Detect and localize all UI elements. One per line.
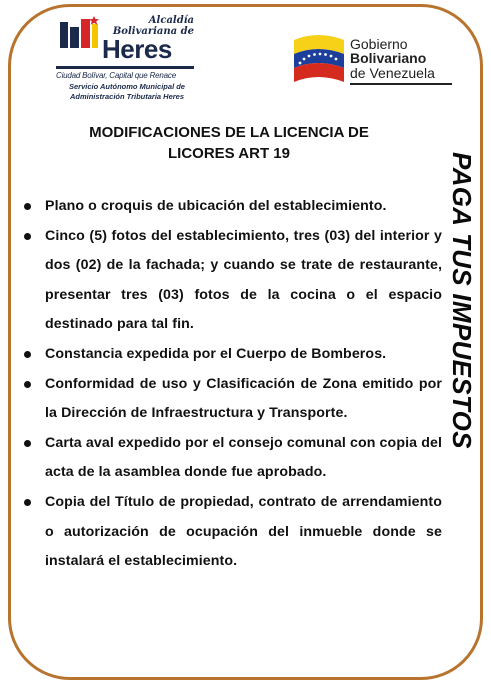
requirement-item	[22, 370, 442, 429]
venezuela-flag-icon	[292, 32, 346, 84]
document-title-line2: LICORES ART 19	[168, 145, 290, 162]
requirement-text: Cinco (5) fotos del establecimiento, tres (03) del interior y dos (02) de la fachada; y cuando se trate de restaurante, presentar tres (03) fotos de la cocina o el espacio destinado para tal fin.	[45, 227, 442, 333]
alcaldia-title-line1: Alcaldía	[148, 15, 194, 26]
bullet-icon	[24, 233, 31, 240]
bullet-icon	[24, 499, 31, 506]
document-title-line1: MODIFICACIONES DE LA LICENCIA DE	[89, 124, 369, 141]
alcaldia-title-line2: Bolivariana de	[112, 26, 194, 37]
gobierno-line2: Bolivariano	[350, 50, 427, 66]
requirements-list	[22, 192, 442, 577]
requirement-text: Constancia expedida por el Cuerpo de Bomberos.	[45, 345, 387, 362]
bullet-icon	[24, 203, 31, 210]
bullet-icon	[24, 381, 31, 388]
requirement-item	[22, 192, 442, 222]
bullet-icon	[24, 351, 31, 358]
alcaldia-slogan: Ciudad Bolívar, Capital que Renace	[56, 71, 176, 80]
requirement-text: Copia del Título de propiedad, contrato de arrendamiento o autorización de ocupación del inmueble donde se instalará el establecimiento.	[45, 493, 442, 570]
alcaldia-heres-logo	[52, 10, 202, 100]
alcaldia-service-line1: Servicio Autónomo Municipal de	[69, 82, 185, 91]
requirement-text: Conformidad de uso y Clasificación de Zona emitido por la Dirección de Infraestructura y Transporte.	[45, 375, 442, 422]
requirement-item	[22, 340, 442, 370]
gobierno-divider	[350, 83, 452, 85]
gobierno-line3: de Venezuela	[350, 65, 435, 81]
alcaldia-divider	[56, 66, 194, 69]
gobierno-line1: Gobierno	[350, 36, 408, 52]
requirement-item	[22, 488, 442, 577]
requirement-item	[22, 429, 442, 488]
alcaldia-name: Heres	[102, 34, 172, 64]
vertical-slogan-text: PAGA TUS IMPUESTOS	[447, 152, 477, 449]
requirement-text: Plano o croquis de ubicación del establecimiento.	[45, 198, 387, 214]
alcaldia-service-line2: Administración Tributaria Heres	[69, 92, 185, 101]
requirement-item	[22, 222, 442, 340]
requirement-text: Carta aval expedido por el consejo comunal con copia del acta de la asamblea donde fue aprobado.	[45, 434, 442, 481]
alcaldia-emblem-icon	[56, 16, 102, 50]
document-title	[62, 122, 396, 164]
vertical-slogan	[444, 152, 480, 492]
gobierno-bolivariano-logo	[288, 28, 458, 88]
bullet-icon	[24, 440, 31, 447]
